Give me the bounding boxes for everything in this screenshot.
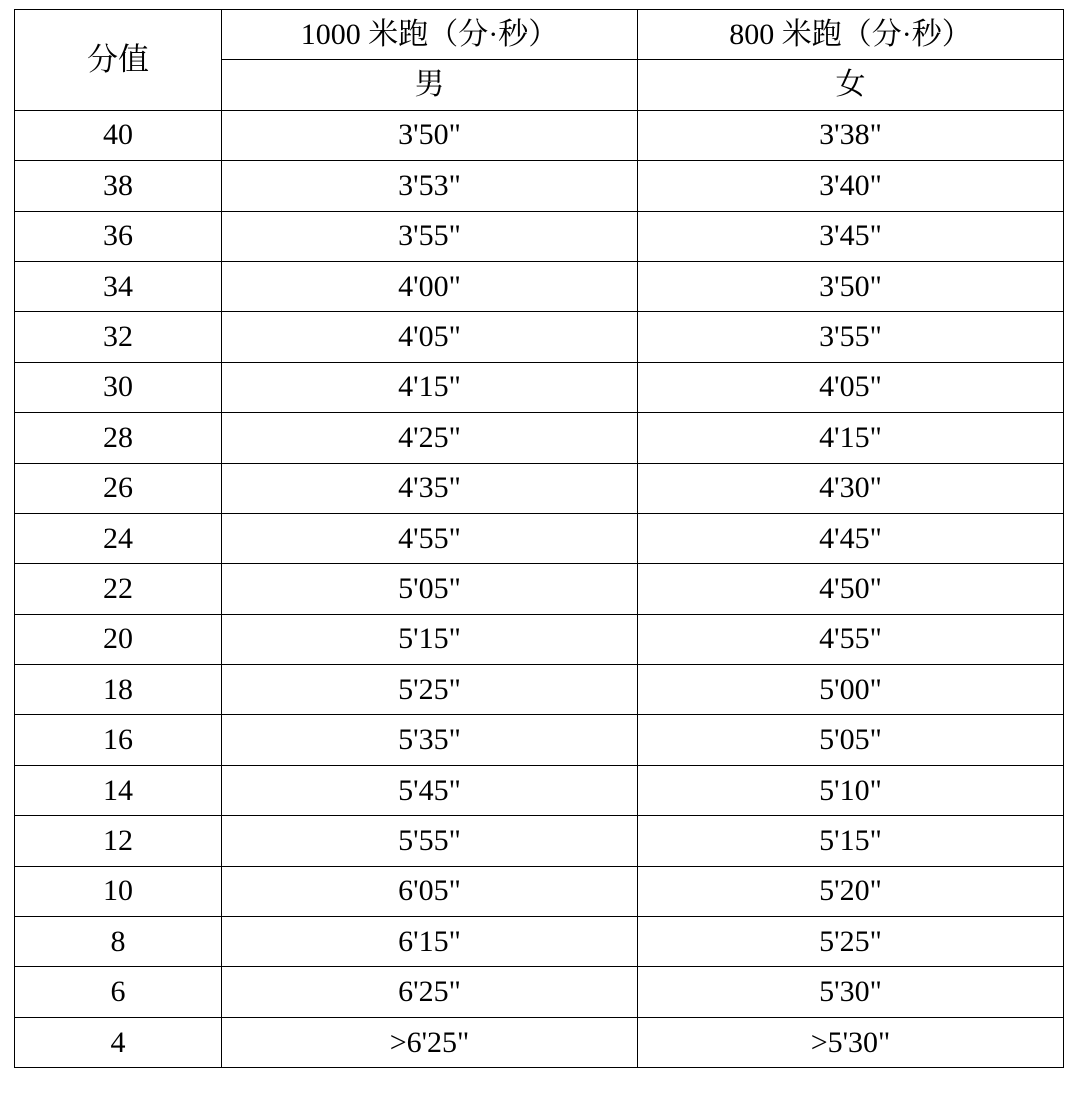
female-time-cell: 3'50" [638,261,1064,311]
score-cell: 34 [15,261,222,311]
table-body [15,110,1064,1067]
male-time-cell: 4'55" [222,513,638,563]
table-row [15,715,1064,765]
score-cell: 36 [15,211,222,261]
male-time-cell: 3'50" [222,110,638,160]
female-time-cell: 3'45" [638,211,1064,261]
male-time-cell: 5'35" [222,715,638,765]
female-time-cell: 3'40" [638,161,1064,211]
male-time-cell: 4'05" [222,312,638,362]
female-time-cell: 4'45" [638,513,1064,563]
table-row [15,513,1064,563]
score-cell: 20 [15,614,222,664]
male-time-cell: 5'55" [222,816,638,866]
male-event-header: 1000 米跑（分·秒） [222,10,638,60]
score-cell: 8 [15,917,222,967]
male-time-cell: 5'15" [222,614,638,664]
table-header [15,10,1064,111]
table-row [15,261,1064,311]
female-time-cell: 5'20" [638,866,1064,916]
score-table [14,9,1064,1068]
score-cell: 24 [15,513,222,563]
male-time-cell: 4'25" [222,413,638,463]
score-cell: 10 [15,866,222,916]
table-row [15,463,1064,513]
score-cell: 16 [15,715,222,765]
male-time-cell: 5'45" [222,765,638,815]
table-row [15,362,1064,412]
score-cell: 4 [15,1017,222,1067]
female-time-cell: 5'25" [638,917,1064,967]
table-row [15,866,1064,916]
male-time-cell: 6'05" [222,866,638,916]
male-time-cell: 3'55" [222,211,638,261]
male-time-cell: >6'25" [222,1017,638,1067]
table-row [15,211,1064,261]
female-time-cell: 5'05" [638,715,1064,765]
score-header: 分值 [15,10,222,111]
female-time-cell: 5'30" [638,967,1064,1017]
table-row [15,765,1064,815]
table-row [15,413,1064,463]
female-time-cell: 4'05" [638,362,1064,412]
male-time-cell: 4'15" [222,362,638,412]
score-cell: 28 [15,413,222,463]
table-row [15,614,1064,664]
female-time-cell: 5'00" [638,665,1064,715]
score-cell: 26 [15,463,222,513]
table-row [15,110,1064,160]
table-row [15,917,1064,967]
header-row-events [15,10,1064,60]
score-cell: 12 [15,816,222,866]
score-cell: 18 [15,665,222,715]
male-gender-header: 男 [222,60,638,110]
female-event-header: 800 米跑（分·秒） [638,10,1064,60]
male-time-cell: 3'53" [222,161,638,211]
female-time-cell: 3'38" [638,110,1064,160]
female-gender-header: 女 [638,60,1064,110]
table-row [15,816,1064,866]
score-cell: 32 [15,312,222,362]
table-row [15,161,1064,211]
score-cell: 38 [15,161,222,211]
score-cell: 14 [15,765,222,815]
male-time-cell: 5'25" [222,665,638,715]
female-time-cell: 4'15" [638,413,1064,463]
female-time-cell: 4'50" [638,564,1064,614]
score-cell: 22 [15,564,222,614]
male-time-cell: 4'00" [222,261,638,311]
table-row [15,967,1064,1017]
table-row [15,564,1064,614]
table-row [15,665,1064,715]
male-time-cell: 5'05" [222,564,638,614]
score-cell: 30 [15,362,222,412]
female-time-cell: 4'55" [638,614,1064,664]
male-time-cell: 6'15" [222,917,638,967]
male-time-cell: 6'25" [222,967,638,1017]
table-row [15,1017,1064,1067]
score-cell: 6 [15,967,222,1017]
table-row [15,312,1064,362]
score-cell: 40 [15,110,222,160]
female-time-cell: 4'30" [638,463,1064,513]
female-time-cell: >5'30" [638,1017,1064,1067]
female-time-cell: 5'10" [638,765,1064,815]
female-time-cell: 3'55" [638,312,1064,362]
female-time-cell: 5'15" [638,816,1064,866]
male-time-cell: 4'35" [222,463,638,513]
